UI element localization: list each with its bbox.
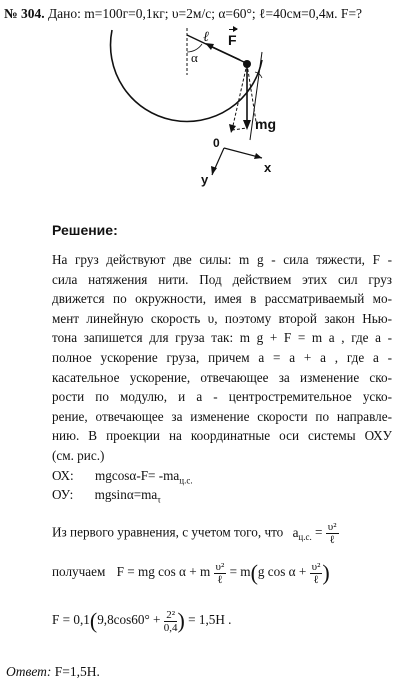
oy-equation — [52, 487, 161, 505]
final-computation: F = 0,1(9,8cos60° + $\frac{\text{2²}}{0,4}$ ) = 1,5Н . — [52, 608, 232, 634]
problem-number: № 304. — [4, 6, 45, 21]
ox-eq: mgcosα-F= -ma — [94, 468, 180, 483]
answer — [6, 664, 100, 680]
answer-value: F=1,5Н. — [54, 664, 100, 679]
ox-label: ОХ: — [52, 468, 74, 483]
para-line: рение, отвечающее за изменение скорости по направле- — [52, 408, 392, 424]
result-expression: получаем F = mg cos α + m $\frac{\text{υ²}}{\text{ℓ}}$ = m(g cos α + $\frac{\text{υ²}}{\text{ℓ}}$ ) — [52, 560, 330, 586]
label-mg: mg — [255, 116, 276, 132]
acs-symbol: a — [292, 524, 299, 540]
first-eq-text: Из первого уравнения, с учетом того, что — [52, 524, 284, 540]
para-line: движется по окружности, имея в рассматриваемый мо- — [52, 291, 392, 307]
solution-paragraph — [52, 250, 392, 466]
para-line: тона запишется для груза так: m g + F = m a , где a - — [52, 330, 392, 346]
label-alpha: α — [191, 50, 198, 65]
force-F-arrow — [210, 46, 240, 60]
axis-x-label: x — [264, 160, 272, 175]
circle-arc — [111, 30, 262, 121]
para-line: мент линейную скорость υ, поэтому второй закон Нью- — [52, 310, 392, 326]
axis-origin-label: 0 — [213, 136, 220, 150]
oy-sub: τ — [157, 494, 161, 505]
label-l: ℓ — [203, 30, 209, 45]
para-line: На груз действуют две силы: m g - сила тяжести, F - — [52, 252, 392, 267]
label-F: F — [228, 32, 237, 48]
first-eq-line: Из первого уравнения, с учетом того, что $a_{ц.с.}$ = $\frac{\text{υ²}}{\text{ℓ}}$ — [52, 521, 337, 546]
oy-label: ОУ: — [52, 487, 74, 502]
ox-sub: ц.с. — [179, 475, 193, 486]
v2-over-l: $\frac{\text{υ²}}{\text{ℓ}}$ — [327, 521, 337, 546]
para-line: нию. В проекции на координатные оси системы ОХУ — [52, 428, 392, 444]
given-data: Дано: m=100г=0,1кг; υ=2м/с; α=60°; ℓ=40см=0,4м. F=? — [47, 6, 363, 21]
para-line: рости по модулю, и a - центростремительное уско- — [52, 389, 392, 405]
answer-label: Ответ: — [6, 664, 52, 679]
para-line: сила натяжения нити. Под действием этих сил груз — [52, 271, 392, 287]
solution-title: Решение: — [52, 222, 118, 238]
axis-y-label: y — [201, 172, 209, 187]
para-line: (см. рис.) — [52, 447, 105, 463]
para-line: полное ускорение груза, причем a = a + a , где a - — [52, 349, 392, 365]
ox-equation — [52, 468, 193, 486]
para-line: касательное ускорение, отвечающее за изменение ско- — [52, 369, 392, 385]
oy-eq: mgsinα=ma — [94, 487, 158, 502]
